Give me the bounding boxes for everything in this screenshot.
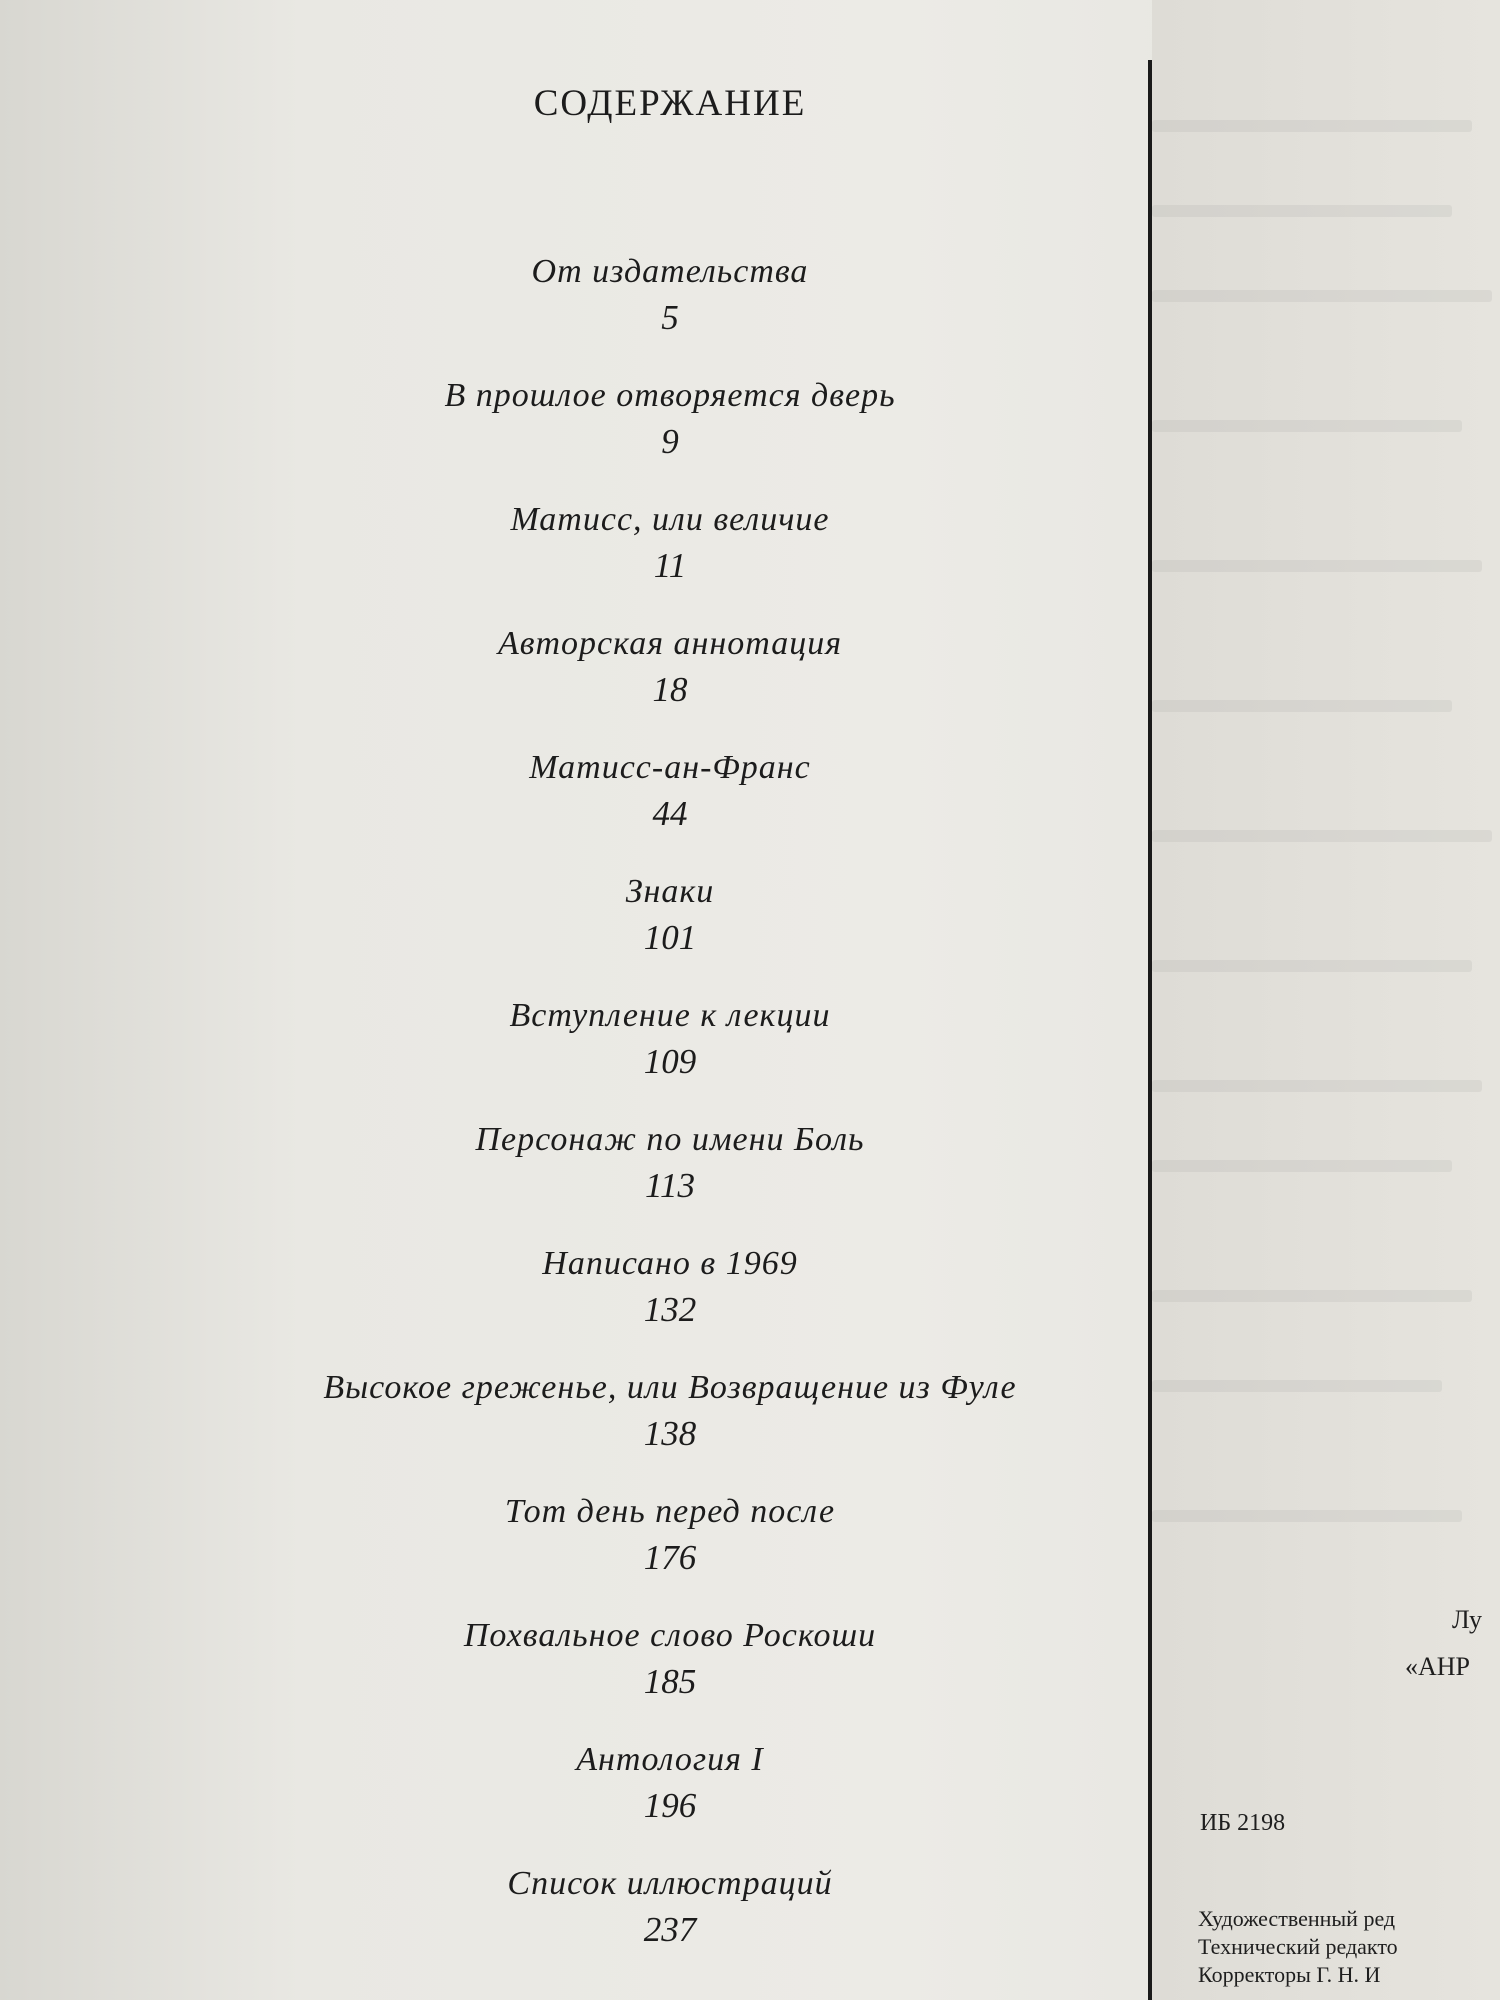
- toc-list: [230, 250, 1110, 1986]
- toc-entry-title: Тот день перед после: [504, 1493, 836, 1530]
- toc-entry[interactable]: [230, 870, 1110, 994]
- ib-number: ИБ 2198: [1200, 1810, 1286, 1836]
- toc-entry-page: 237: [643, 1910, 697, 1949]
- credit-line: Художественный ред: [1198, 1906, 1396, 1931]
- toc-entry-title: Список иллюстраций: [507, 1865, 833, 1902]
- toc-entry[interactable]: [230, 1614, 1110, 1738]
- toc-entry[interactable]: [230, 622, 1110, 746]
- toc-entry-title: Вступление к лекции: [509, 997, 831, 1034]
- credits-block: [1198, 1905, 1500, 1989]
- show-through-text: [1152, 205, 1452, 217]
- toc-entry-page: 196: [643, 1786, 697, 1825]
- show-through-text: [1152, 560, 1482, 572]
- show-through-text: [1152, 1160, 1452, 1172]
- toc-entry-page: 138: [643, 1414, 697, 1453]
- toc-entry-page: 44: [652, 794, 688, 833]
- toc-entry-page: 176: [643, 1538, 697, 1577]
- toc-entry-title: Матисс-ан-Франс: [529, 749, 811, 786]
- toc-entry-page: 101: [643, 918, 697, 957]
- toc-entry-page: 109: [643, 1042, 697, 1081]
- toc-entry-title: Персонаж по имени Боль: [475, 1121, 865, 1158]
- toc-entry-page: 132: [643, 1290, 697, 1329]
- show-through-text: [1152, 700, 1452, 712]
- toc-entry-title: Матисс, или величие: [510, 501, 830, 538]
- toc-entry-page: 113: [645, 1166, 695, 1205]
- toc-entry[interactable]: [230, 1242, 1110, 1366]
- show-through-text: [1152, 420, 1462, 432]
- book-title-fragment: «АНР: [1405, 1652, 1471, 1681]
- author-name-fragment: Лу: [1452, 1605, 1482, 1634]
- credit-line: Технический редакто: [1198, 1934, 1398, 1959]
- toc-entry[interactable]: [230, 1862, 1110, 1986]
- toc-entry-title: Похвальное слово Роскоши: [463, 1617, 877, 1654]
- show-through-text: [1152, 290, 1492, 302]
- toc-entry[interactable]: [230, 1118, 1110, 1242]
- toc-entry-page: 185: [643, 1662, 697, 1701]
- toc-entry[interactable]: [230, 1490, 1110, 1614]
- toc-heading: СОДЕРЖАНИЕ: [533, 83, 807, 124]
- toc-entry[interactable]: [230, 1366, 1110, 1490]
- toc-entry-title: Написано в 1969: [542, 1245, 798, 1282]
- show-through-text: [1152, 1080, 1482, 1092]
- toc-entry[interactable]: [230, 250, 1110, 374]
- toc-entry[interactable]: [230, 746, 1110, 870]
- toc-entry-page: 11: [653, 546, 687, 585]
- toc-entry[interactable]: [230, 498, 1110, 622]
- toc-entry-title: Высокое греженье, или Возвращение из Фуле: [323, 1369, 1017, 1406]
- show-through-text: [1152, 1510, 1462, 1522]
- toc-entry-title: Знаки: [625, 873, 715, 910]
- toc-entry-title: От издательства: [531, 253, 809, 290]
- toc-entry-title: В прошлое отворяется дверь: [444, 377, 896, 414]
- show-through-text: [1152, 960, 1472, 972]
- toc-entry[interactable]: [230, 374, 1110, 498]
- toc-entry-page: 9: [661, 422, 679, 461]
- toc-entry-page: 5: [661, 298, 679, 337]
- credit-line: Корректоры Г. Н. И: [1198, 1962, 1381, 1987]
- show-through-text: [1152, 1290, 1472, 1302]
- toc-entry-title: Авторская аннотация: [497, 625, 843, 662]
- toc-entry-page: 18: [652, 670, 688, 709]
- toc-entry-title: Антология I: [576, 1741, 764, 1778]
- toc-entry[interactable]: [230, 994, 1110, 1118]
- column-rule: [1148, 60, 1152, 2000]
- toc-entry[interactable]: [230, 1738, 1110, 1862]
- show-through-text: [1152, 1380, 1442, 1392]
- show-through-text: [1152, 830, 1492, 842]
